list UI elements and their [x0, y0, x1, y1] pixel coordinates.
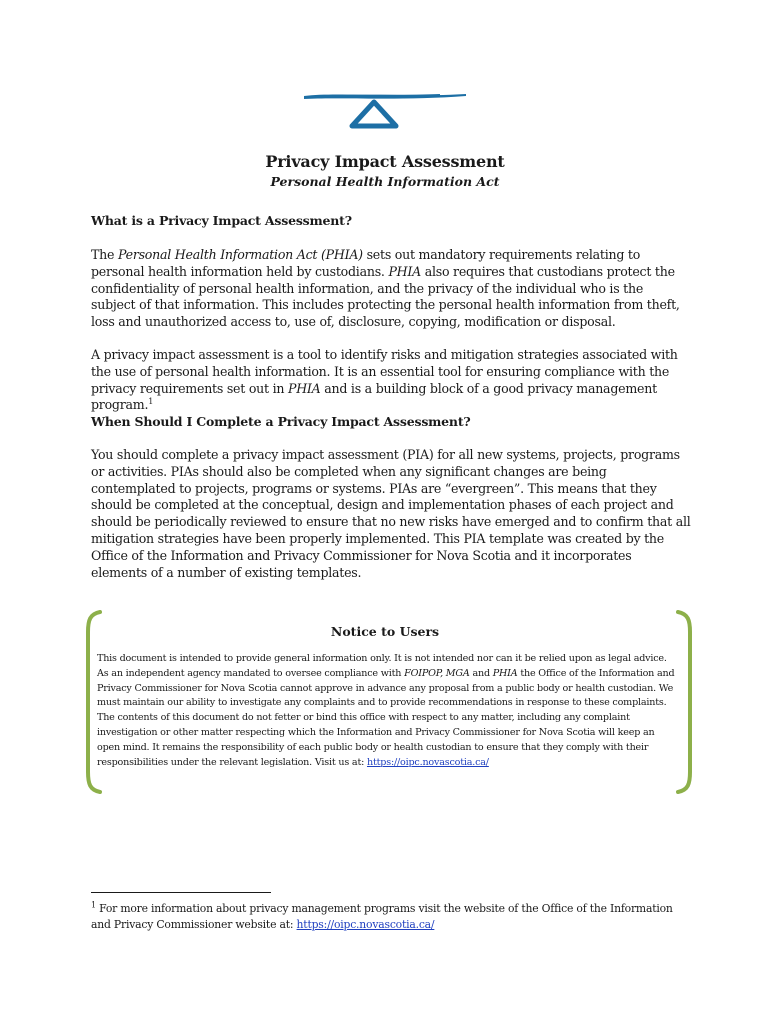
oipc-logo	[300, 88, 470, 132]
section-heading-when-to-complete: When Should I Complete a Privacy Impact Assessment?	[91, 414, 471, 429]
paragraph-phia-overview: The Personal Health Information Act (PHIA) sets out mandatory requirements relating to personal health information held by custodians. PHIA also requires that custodians protect the confidentiality of personal health information, and the privacy of the individual who is the subject of that information. This includes protecting the personal health information from theft, loss and unauthorized access to, use of, disclosure, copying, modification or disposal.	[91, 247, 680, 330]
notice-title: Notice to Users	[330, 624, 440, 639]
footnote: $^1$ For more information about privacy management programs visit the website of the Office of the Information and Privacy Commissioner website at: https://oipc.novascotia.ca/	[91, 900, 673, 931]
footnote-marker: 1	[91, 900, 96, 910]
footnote-reference: 1	[148, 397, 154, 407]
document-title: Privacy Impact Assessment	[265, 152, 505, 171]
footnote-website-link[interactable]: https://oipc.novascotia.ca/	[296, 918, 435, 931]
section-heading-what-is-pia: What is a Privacy Impact Assessment?	[91, 213, 352, 228]
paragraph-pia-tool: A privacy impact assessment is a tool to identify risks and mitigation strategies associated with the use of personal health information. It is an essential tool for ensuring compliance with the privacy requirements set out in PHIA and is a building block of a good privacy management program.$^1$	[91, 347, 678, 413]
document-subtitle: Personal Health Information Act	[270, 174, 500, 189]
footnote-divider	[91, 892, 271, 893]
notice-body: This document is intended to provide general information only. It is not intended nor can it be relied upon as legal advice. As an independent agency mandated to oversee compliance with FOIPOP, MGA and PHIA the Office of the Information and Privacy Commissioner for Nova Scotia cannot approve in advance any proposal from a public body or health custodian. We must maintain our ability to investigate any complaints and to provide recommendations in response to these complaints. The contents of this document do not fetter or bind this office with respect to any matter, including any complaint investigation or other matter respecting which the Information and Privacy Commissioner for Nova Scotia will keep an open mind. It remains the responsibility of each public body or health custodian to ensure that they comply with their responsibilities under the relevant legislation. Visit us at: https://oipc.novascotia.ca/	[97, 653, 675, 768]
notice-website-link[interactable]: https://oipc.novascotia.ca/	[366, 756, 489, 768]
paragraph-when-to-complete: You should complete a privacy impact assessment (PIA) for all new systems, projects, programs or activities. PIAs should also be completed when any significant changes are being contemplated to projects, programs or systems. PIAs are “evergreen”. This means that they should be completed at the conceptual, design and implementation phases of each project and should be periodically reviewed to ensure that no new risks have emerged and to confirm that all mitigation strategies have been properly implemented. This PIA template was created by the Office of the Information and Privacy Commissioner for Nova Scotia and it incorporates elements of a number of existing templates.	[91, 447, 691, 580]
